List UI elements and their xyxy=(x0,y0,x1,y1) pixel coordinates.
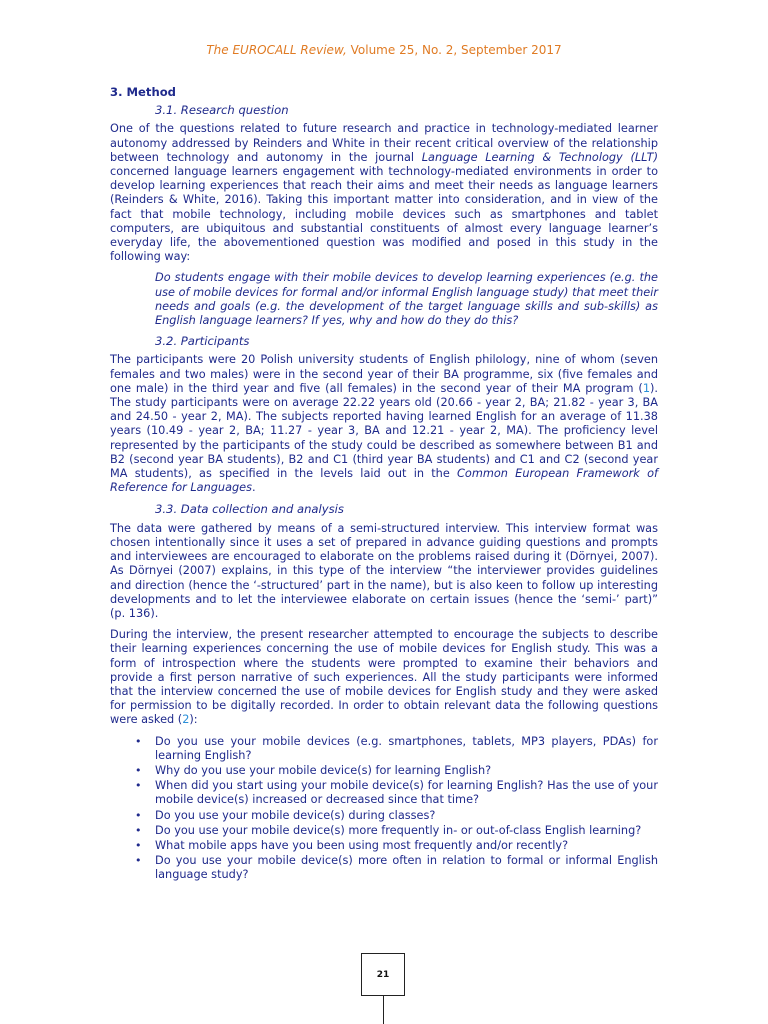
list-item xyxy=(135,808,658,823)
footnote-link-2[interactable]: 2 xyxy=(182,713,190,727)
list-item xyxy=(135,823,658,838)
text-run: . xyxy=(252,481,256,495)
question-text: Do you use your mobile device(s) more frequently in- or out-of-class English learning? xyxy=(155,823,642,837)
list-item xyxy=(135,779,658,807)
question-text: Why do you use your mobile device(s) for learning English? xyxy=(155,763,492,777)
text-run: During the interview, the present researcher attempted to encourage the subjects to describe their learning experiences concerning the use of mobile devices for English study. This was a form of introspection where the students were prompted to examine their behaviors and provide a first person narrative of such experiences. All the study participants were informed that the interview concerned the use of mobile devices for English study and they were asked for permission to be digitally recorded. In order to obtain relevant data the following questions were asked ( xyxy=(110,628,658,727)
text-run: One of the questions related to future research and practice in technology-mediated learner autonomy addressed by Reinders and White in their recent critical overview of the relationship between technology and autonomy in the journal xyxy=(110,122,658,164)
list-item xyxy=(135,854,658,882)
bullet-icon: • xyxy=(135,734,142,748)
subsection-research-question: 3.1. Research question xyxy=(155,103,289,118)
bullet-icon: • xyxy=(135,779,142,793)
running-head xyxy=(0,43,768,57)
bullet-icon: • xyxy=(135,808,142,822)
question-text: Do you use your mobile devices (e.g. smartphones, tablets, MP3 players, PDAs) for learning English? xyxy=(155,734,658,762)
journal-title: The EUROCALL Review, xyxy=(206,43,347,57)
bullet-icon: • xyxy=(135,854,142,868)
page-number-rule xyxy=(383,996,384,1024)
subsection-data-collection: 3.3. Data collection and analysis xyxy=(155,502,344,517)
question-text: Do you use your mobile device(s) more often in relation to formal or informal English language study? xyxy=(155,854,658,882)
text-run: ): xyxy=(189,713,198,727)
section-title: 3. Method xyxy=(110,85,176,99)
paragraph-research-question xyxy=(110,122,658,264)
bullet-icon: • xyxy=(135,838,142,852)
list-item xyxy=(135,734,658,763)
list-item xyxy=(135,763,658,778)
question-text: Do you use your mobile device(s) during classes? xyxy=(155,808,436,822)
interview-questions-list xyxy=(110,735,658,883)
bullet-icon: • xyxy=(135,823,142,837)
question-text: What mobile apps have you been using most frequently and/or recently? xyxy=(155,838,569,852)
paragraph-data-collection-2 xyxy=(110,628,658,727)
article-body xyxy=(110,85,658,884)
research-question-quote: Do students engage with their mobile devices to develop learning experiences (e.g. the use of mobile devices for formal and/or informal English language study) that meet their needs and goals (e.g. the development of the target language skills and sub-skills) as English language learners? If yes, why and how do they do this? xyxy=(155,271,658,328)
paragraph-data-collection-1: The data were gathered by means of a semi-structured interview. This interview format was chosen intentionally since it uses a set of prepared in advance guiding questions and prompts and interviewees are encouraged to elaborate on the problems raised during it (Dörnyei, 2007). As Dörnyei (2007) explains, in this type of the interview “the interviewer provides guidelines and direction (hence the ‘-structured’ part in the name), but is also keen to follow up interesting developments and to let the interviewee elaborate on certain issues (hence the ‘semi-’ part)” (p. 136). xyxy=(110,521,658,620)
journal-name: Language Learning & Technology (LLT) xyxy=(421,150,658,164)
list-item xyxy=(135,838,658,853)
cefr-title: Common European Framework of Reference for Languages xyxy=(110,467,658,495)
paragraph-participants xyxy=(110,353,658,495)
subsection-participants: 3.2. Participants xyxy=(155,334,250,349)
text-run: ). The study participants were on average 22.22 years old (20.66 - year 2, BA; 21.82 - year 3, BA and 24.50 - year 2, MA). The subjects reported having learned English for an average of 11.38 years (10.49 - year 2, BA; 11.27 - year 3, BA and 12.21 - year 2, MA). The proficiency level represented by the participants of the study could be described as somewhere between B1 and B2 (second year BA students), B2 and C1 (third year BA students) and C1 and C2 (second year MA students), as specified in the levels laid out in the xyxy=(110,381,658,481)
bullet-icon: • xyxy=(135,763,142,777)
footnote-link-1[interactable]: 1 xyxy=(642,381,650,395)
text-run: The participants were 20 Polish university students of English philology, nine of whom (seven females and two males) were in the second year of their BA programme, six (five females and one male) in the third year and five (all females) in the second year of their MA program ( xyxy=(110,353,658,395)
page-number: 21 xyxy=(361,953,405,996)
issue-info: Volume 25, No. 2, September 2017 xyxy=(346,43,562,57)
text-run: concerned language learners engagement with technology-mediated environments in order to develop learning experiences that reach their aims and meet their needs as language learners (Reinders & White, 2016). Taking this important matter into consideration, and in view of the fact that mobile technology, including mobile devices such as smartphones and tablet computers, are ubiquitous and substantial constituents of almost every language learner’s everyday life, the abovementioned question was modified and posed in this study in the following way: xyxy=(110,165,658,264)
question-text: When did you start using your mobile device(s) for learning English? Has the use of your mobile device(s) increased or decreased since that time? xyxy=(155,779,658,807)
